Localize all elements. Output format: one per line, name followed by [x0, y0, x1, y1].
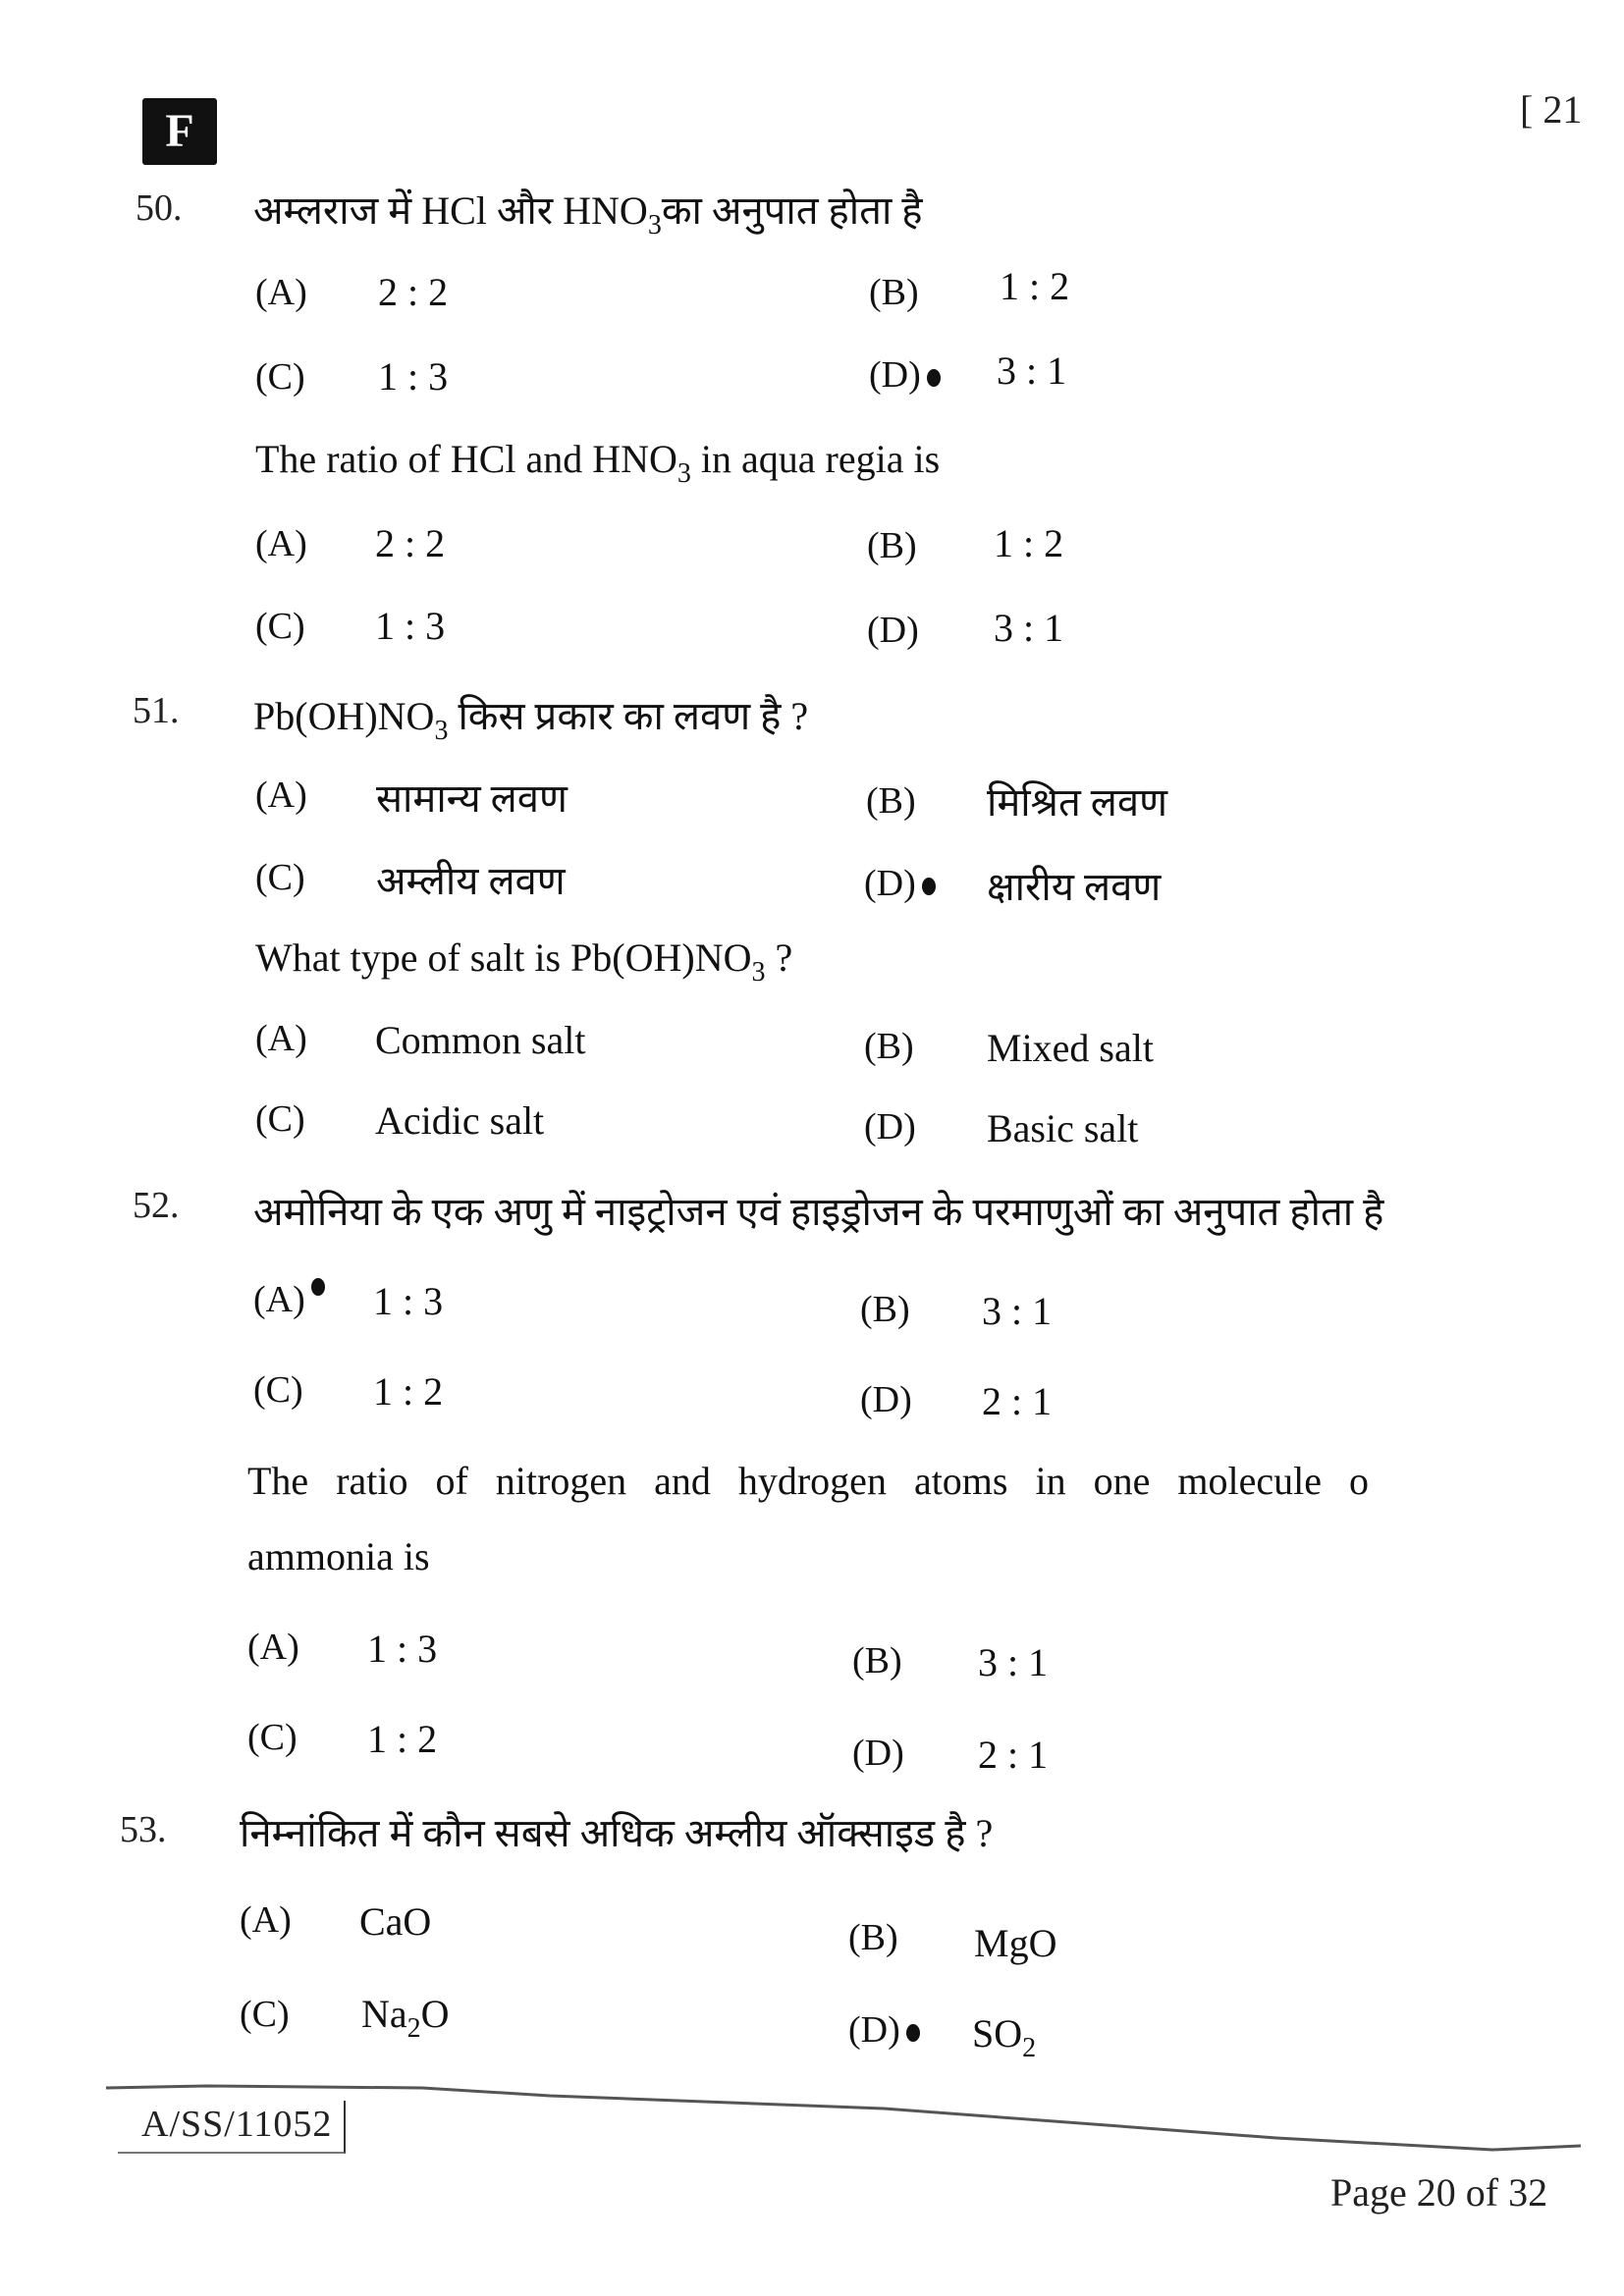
q50-en-option-a: 2 : 2 [375, 521, 446, 565]
q52-en-option-a-label[interactable]: (A) [247, 1627, 299, 1668]
q50-en-option-b-label[interactable]: (B) [867, 525, 917, 566]
q52-hi-option-a-label[interactable]: (A) [253, 1278, 325, 1321]
q52-en-option-c-label[interactable]: (C) [247, 1717, 298, 1758]
q50-hi-option-d-label[interactable]: (D) [869, 353, 941, 397]
question-number-53: 53. [120, 1809, 167, 1850]
question-number-52: 52. [133, 1185, 180, 1226]
q50-hi-option-a-label[interactable]: (A) [255, 272, 307, 313]
q51-hi-option-c-label[interactable]: (C) [255, 857, 305, 898]
q53-option-c-label[interactable]: (C) [240, 1994, 290, 2035]
q52-en-option-b-label[interactable]: (B) [852, 1640, 902, 1682]
q52-en-option-d-label[interactable]: (D) [852, 1733, 904, 1774]
question-50-english: The ratio of HCl and $HNO_3$ in aqua regia is [255, 437, 941, 489]
page-tag: [ 21 [1520, 87, 1583, 132]
q51-en-option-c: Acidic salt [375, 1098, 545, 1143]
paper-code: A/SS/11052 [118, 2101, 346, 2154]
q50-hi-option-c-label[interactable]: (C) [255, 356, 305, 398]
q50-en-option-c: 1 : 3 [375, 604, 446, 648]
q52-en-option-a: 1 : 3 [367, 1627, 438, 1671]
q51-en-option-d: Basic salt [987, 1106, 1139, 1150]
q51-hi-option-b: मिश्रित लवण [987, 780, 1168, 825]
question-52-hindi: अमोनिया के एक अणु में नाइट्रोजन एवं हाइड्रोजन के परमाणुओं का अनुपात होता है [253, 1190, 1384, 1234]
q52-hi-option-c-label[interactable]: (C) [253, 1369, 303, 1411]
q51-hi-option-d-label[interactable]: (D) [864, 862, 936, 905]
q52-en-option-d: 2 : 1 [978, 1733, 1049, 1777]
q52-hi-option-d-label[interactable]: (D) [860, 1379, 912, 1420]
q52-hi-option-b: 3 : 1 [982, 1289, 1053, 1333]
set-badge: F [142, 98, 217, 165]
q51-en-option-d-label[interactable]: (D) [864, 1106, 916, 1148]
q51-hi-option-d: क्षारीय लवण [987, 865, 1162, 909]
q51-en-option-c-label[interactable]: (C) [255, 1098, 305, 1140]
q51-hi-option-c: अम्लीय लवण [376, 859, 566, 903]
q51-en-option-a-label[interactable]: (A) [255, 1018, 307, 1059]
q53-option-c: $Na_2O$ [361, 1992, 450, 2044]
q50-en-option-d: 3 : 1 [994, 606, 1064, 650]
question-51-english: What type of salt is $Pb(OH)NO_3$ ? [255, 935, 793, 988]
question-number-51: 51. [133, 690, 180, 731]
q51-hi-option-b-label[interactable]: (B) [866, 780, 916, 822]
q53-option-a-label[interactable]: (A) [240, 1899, 292, 1941]
question-51-hindi: $Pb(OH)NO_3$ किस प्रकार का लवण है ? [253, 694, 809, 746]
q50-hi-option-d: 3 : 1 [997, 348, 1067, 393]
q50-hi-option-b-label[interactable]: (B) [869, 272, 919, 313]
q51-hi-option-a-label[interactable]: (A) [255, 774, 307, 816]
q52-hi-option-a: 1 : 3 [373, 1279, 444, 1323]
q53-option-d-label[interactable]: (D) [848, 2008, 920, 2052]
q52-hi-option-b-label[interactable]: (B) [860, 1289, 910, 1330]
question-52-english-line1: The ratio of nitrogen and hydrogen atoms in one molecule o [247, 1459, 1369, 1503]
question-50-hindi: अम्लराज में HCl और $HNO_3का$ अनुपात होता है [253, 188, 923, 240]
q50-en-option-c-label[interactable]: (C) [255, 606, 305, 647]
q50-hi-option-c: 1 : 3 [378, 354, 449, 399]
page-number: Page 20 of 32 [1330, 2170, 1548, 2215]
q50-en-option-d-label[interactable]: (D) [867, 610, 919, 651]
q53-option-b-label[interactable]: (B) [848, 1917, 898, 1958]
q51-en-option-b: Mixed salt [987, 1026, 1154, 1070]
q50-en-option-a-label[interactable]: (A) [255, 523, 307, 564]
q52-en-option-b: 3 : 1 [978, 1640, 1049, 1684]
question-52-english-line2: ammonia is [247, 1534, 430, 1578]
q53-option-b: MgO [974, 1921, 1057, 1965]
q51-en-option-b-label[interactable]: (B) [864, 1026, 914, 1067]
q50-hi-option-a: 2 : 2 [378, 270, 449, 314]
question-53-hindi: निम्नांकित में कौन सबसे अधिक अम्लीय ऑक्साइड है ? [240, 1811, 994, 1855]
q53-option-a: CaO [359, 1899, 432, 1944]
q51-en-option-a: Common salt [375, 1018, 586, 1062]
q53-option-d: $SO_2$ [972, 2011, 1037, 2063]
q50-hi-option-b: 1 : 2 [1000, 264, 1070, 308]
q52-hi-option-c: 1 : 2 [373, 1369, 444, 1414]
q52-en-option-c: 1 : 2 [367, 1717, 438, 1761]
q52-hi-option-d: 2 : 1 [982, 1379, 1053, 1423]
q50-en-option-b: 1 : 2 [994, 521, 1064, 565]
q51-hi-option-a: सामान्य लवण [376, 776, 568, 821]
question-number-50: 50. [135, 187, 183, 229]
